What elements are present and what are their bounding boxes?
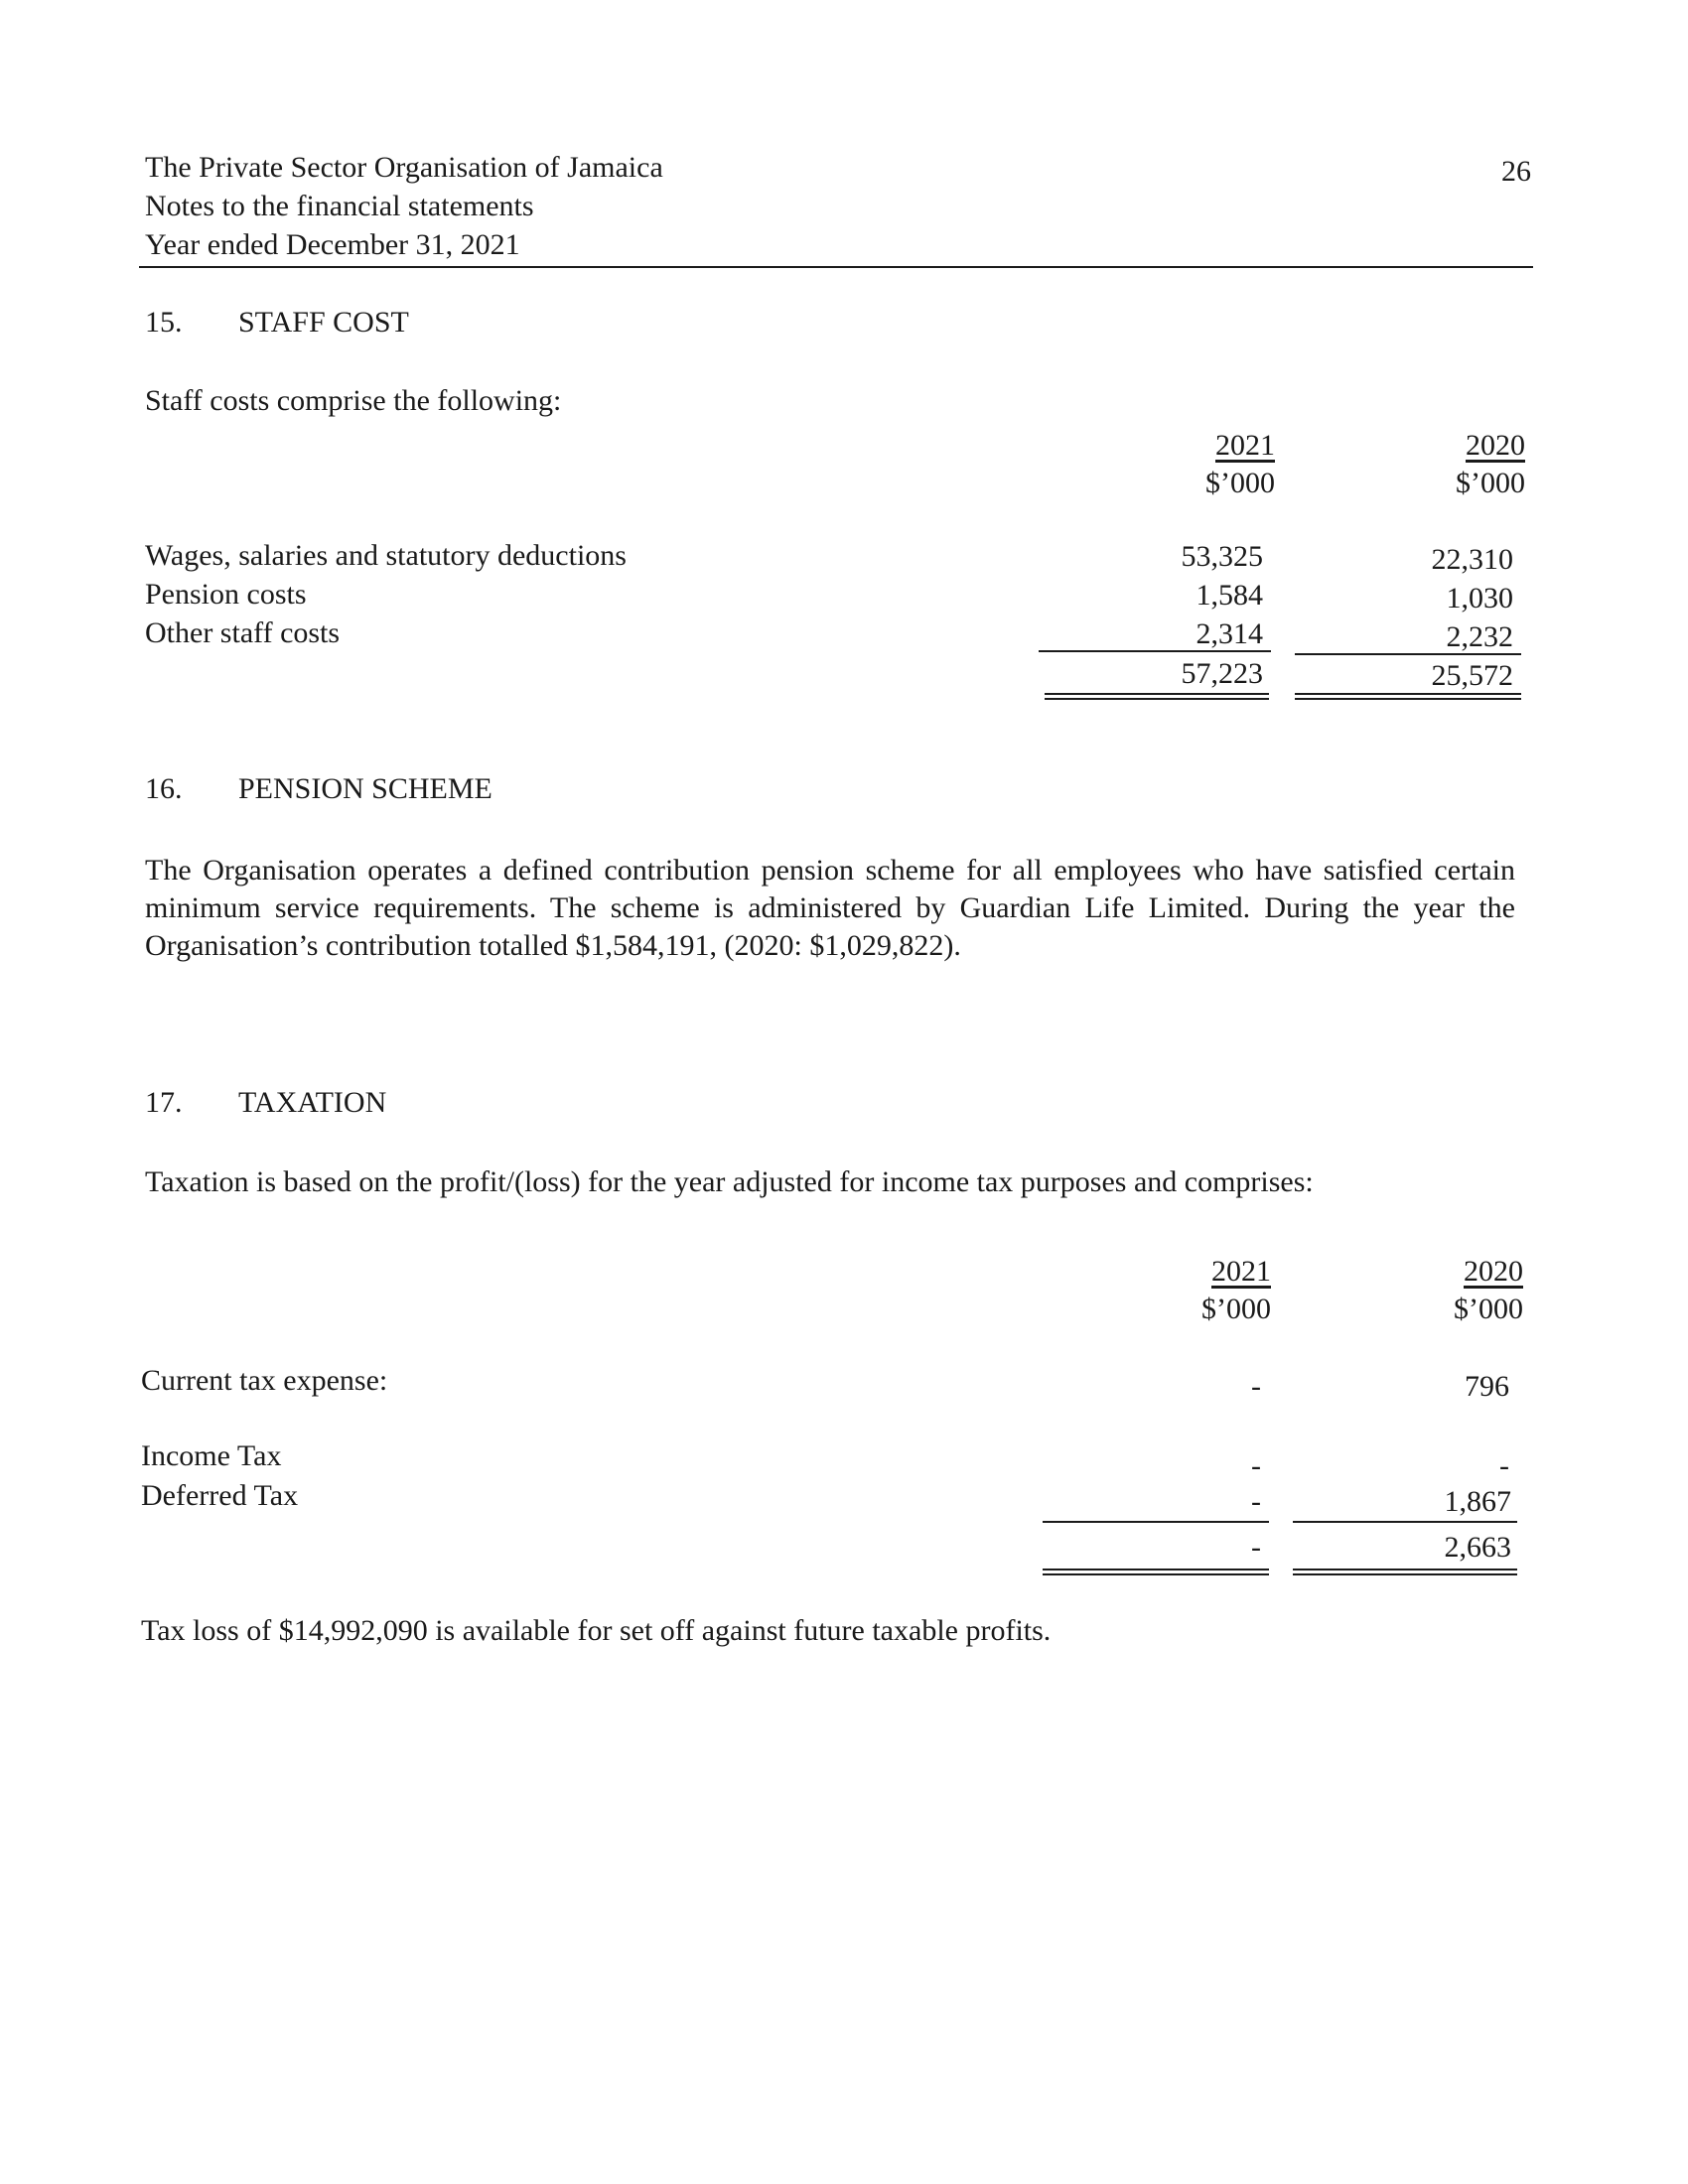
section-15-heading (145, 306, 409, 340)
total-double-rule (1043, 1573, 1269, 1575)
section-number: 16. (145, 772, 183, 805)
header-rule (139, 266, 1533, 268)
taxation-intro: Taxation is based on the profit/(loss) for the year adjusted for income tax purposes and comprises: (145, 1165, 1314, 1198)
row-label: Deferred Tax (141, 1479, 299, 1512)
total-double-rule (1045, 698, 1269, 700)
current-tax-label: Current tax expense: (141, 1364, 388, 1397)
subtotal-rule (1295, 653, 1521, 655)
section-title: STAFF COST (238, 306, 409, 339)
staff-cost-intro: Staff costs comprise the following: (145, 384, 562, 417)
subtotal-rule (1293, 1521, 1517, 1523)
section-title: TAXATION (238, 1086, 387, 1119)
document-subtitle: Notes to the financial statements (145, 190, 534, 222)
value-2021: 53,325 (1181, 540, 1263, 573)
year-header-2020: 2020 $’000 (1454, 1255, 1523, 1325)
row-label: Pension costs (145, 578, 307, 611)
value-2021: - (1251, 1370, 1261, 1403)
total-double-rule (1293, 1569, 1517, 1570)
section-number: 17. (145, 1086, 183, 1119)
section-17-heading (145, 1086, 386, 1120)
subtotal-rule (1043, 1521, 1269, 1523)
value-2021: 2,314 (1196, 617, 1263, 650)
total-double-rule (1295, 693, 1521, 695)
value-2020: 1,030 (1446, 582, 1513, 614)
value-2020: 1,867 (1444, 1485, 1511, 1518)
section-16-heading (145, 772, 492, 806)
page-number: 26 (1501, 155, 1531, 188)
value-2021: - (1251, 1449, 1261, 1482)
section-title: PENSION SCHEME (238, 772, 492, 805)
value-2020: 22,310 (1431, 543, 1513, 576)
year-header-2021: 2021 $’000 (1205, 429, 1275, 499)
row-label: Other staff costs (145, 616, 341, 649)
value-2020: 796 (1465, 1370, 1509, 1403)
organisation-name: The Private Sector Organisation of Jamaica (145, 151, 663, 184)
total-double-rule (1043, 1569, 1269, 1570)
total-2021: 57,223 (1181, 657, 1263, 690)
total-double-rule (1295, 698, 1521, 700)
row-label: Income Tax (141, 1439, 282, 1472)
value-2020: 2,232 (1446, 620, 1513, 653)
reporting-period: Year ended December 31, 2021 (145, 228, 520, 261)
value-2021: 1,584 (1196, 579, 1263, 612)
year-header-2020: 2020 $’000 (1456, 429, 1525, 499)
total-2020: 2,663 (1444, 1531, 1511, 1564)
value-2020: - (1499, 1449, 1509, 1482)
pension-paragraph: The Organisation operates a defined contribution pension scheme for all employees who have satisfied certain minimum service requirements. The scheme is administered by Guardian Life Limited. During the year the Organisation’s contribution totalled $1,584,191, (2020: $1,029,822). (145, 854, 1515, 962)
total-2020: 25,572 (1431, 659, 1513, 692)
total-double-rule (1293, 1573, 1517, 1575)
value-2021: - (1251, 1485, 1261, 1518)
total-double-rule (1045, 693, 1269, 695)
tax-loss-note: Tax loss of $14,992,090 is available for set off against future taxable profits. (141, 1614, 1052, 1647)
subtotal-rule (1039, 650, 1271, 652)
total-2021: - (1251, 1531, 1261, 1564)
section-number: 15. (145, 306, 183, 339)
year-header-2021: 2021 $’000 (1201, 1255, 1271, 1325)
row-label: Wages, salaries and statutory deductions (145, 539, 627, 572)
